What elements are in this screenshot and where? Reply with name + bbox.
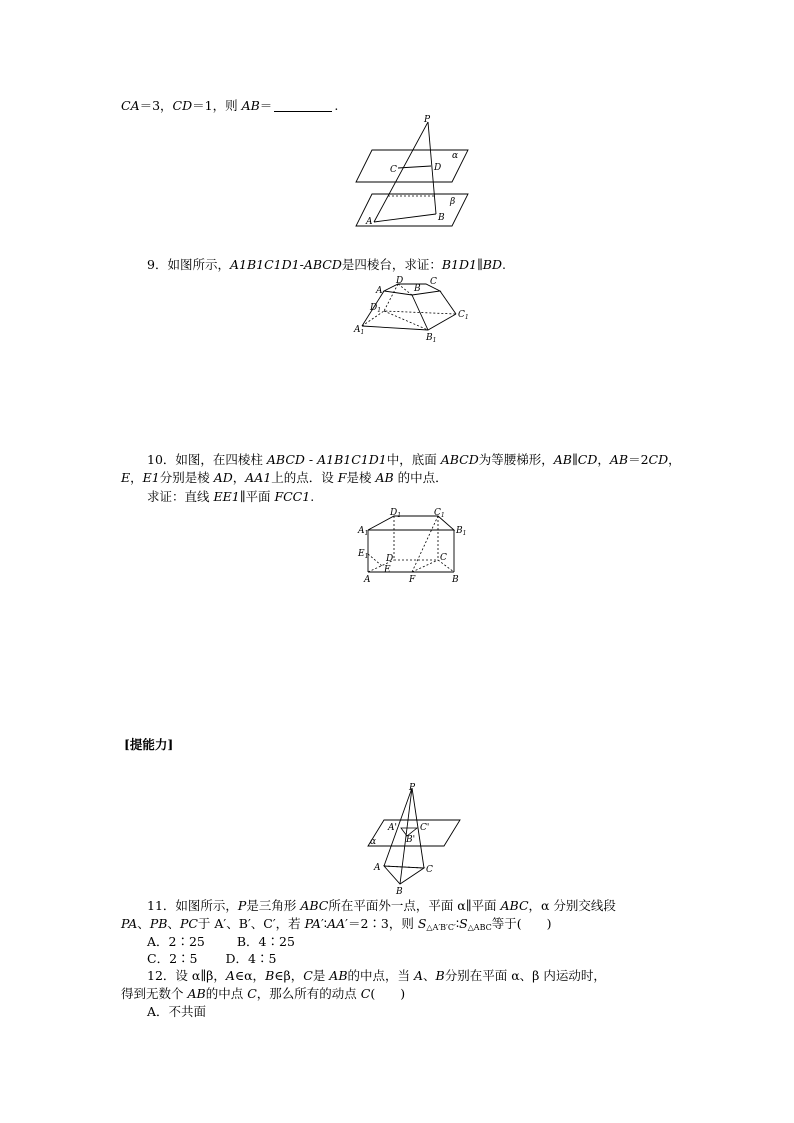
q8-label-c: C	[390, 165, 397, 175]
q11-label-alpha: α	[370, 837, 377, 847]
q9-label-c1: $C_1$	[458, 310, 469, 321]
q9-label-d: D	[396, 276, 404, 286]
q8-figure	[352, 112, 472, 232]
q9-bottom-hidden	[362, 311, 456, 326]
q12-n: 得到无数个	[121, 986, 188, 1001]
q10-v4: FCC1	[274, 489, 311, 504]
q11-options-row1	[147, 934, 295, 950]
q9-dash: -	[299, 257, 304, 272]
q8-ca: CA	[121, 98, 140, 113]
q10-u3: E1	[142, 470, 160, 485]
q12-k: 、	[423, 968, 436, 983]
q10-t3: -	[304, 452, 318, 467]
q9-edge-dd1	[384, 284, 398, 311]
q10-t10: CD	[577, 452, 598, 467]
q12-i: 的中点，当	[347, 968, 414, 983]
q8-edge-ab	[374, 214, 436, 222]
q9-label-b: B	[414, 284, 421, 294]
q10-label-c1: $C_1$	[434, 508, 445, 519]
q11-option-b[interactable]: B．4∶25	[236, 934, 295, 949]
q10-u5: AD	[213, 470, 233, 485]
q11-e: 所在平面外一点，平面 α∥平面	[328, 898, 501, 913]
q11-label-a: A	[374, 863, 381, 873]
q8-cd: CD	[172, 98, 193, 113]
q12-line1	[147, 968, 606, 984]
q12-e: ∈β，	[274, 968, 304, 983]
q11-i: 、	[137, 916, 150, 931]
q12-b: A	[225, 968, 235, 983]
q10-label-a1: $A_1$	[358, 526, 369, 537]
q9-label-b1: $B_1$	[426, 333, 437, 344]
q11-option-c[interactable]: C．2∶5	[147, 951, 198, 966]
q12-g: 是	[312, 968, 330, 983]
q8-edge-pa	[374, 122, 428, 222]
q11-label-b: B	[396, 887, 403, 896]
q11-v: △ABC	[467, 923, 492, 932]
q8-label-beta: β	[450, 197, 456, 207]
q8-label-p: P	[424, 115, 431, 125]
q11-m: 于 A′、B′、C′，若	[197, 916, 305, 931]
q11-f: ABC	[500, 898, 529, 913]
q11-j: PB	[149, 916, 168, 931]
q11-label-c: C	[426, 865, 433, 875]
q8-tail-line	[121, 98, 338, 114]
q10-t1: 10．如图，在四棱柱	[147, 452, 267, 467]
q11-label-p: P	[409, 783, 416, 793]
q10-u12: 的中点．	[393, 470, 448, 485]
q10-t11: ，	[597, 452, 610, 467]
q9-num: 9．如图所示，	[147, 257, 230, 272]
q10-v3: ∥平面	[239, 489, 275, 504]
q9-b1d1-diag	[384, 311, 428, 330]
q12-line2	[121, 986, 405, 1002]
q12-option-a[interactable]: A．不共面	[147, 1004, 207, 1019]
q11-u: S	[459, 916, 468, 931]
q10-edge-ee1	[368, 554, 382, 566]
q12-o: AB	[187, 986, 206, 1001]
q10-figure	[354, 506, 474, 586]
q9-label-d1: $D_1$	[370, 303, 382, 314]
q12-s: C	[360, 986, 371, 1001]
q11-b: P	[237, 898, 247, 913]
q11-label-c-prime: C'	[420, 823, 430, 833]
q10-t5: 中，底面	[386, 452, 441, 467]
q11-o: ′∶	[320, 916, 328, 931]
section-title: [提能力]	[124, 737, 174, 752]
q10-u6: ，	[232, 470, 246, 485]
q12-l: B	[435, 968, 445, 983]
q11-r: S	[417, 916, 427, 931]
q12-a: 12．设 α∥β，	[147, 968, 226, 983]
q12-f: C	[303, 968, 313, 983]
q8-eq3: ＝	[259, 98, 273, 113]
q10-line3	[147, 489, 314, 505]
q10-v1: 求证：直线	[147, 489, 214, 504]
q9-label-a1: $A_1$	[354, 325, 365, 336]
q10-t4: A1B1C1D1	[317, 452, 387, 467]
q12-m: 分别在平面 α、β 内运动时，	[444, 968, 606, 983]
q10-t9: ∥	[571, 452, 578, 467]
q10-v5: .	[310, 489, 315, 504]
q11-label-b-prime: B'	[406, 835, 416, 845]
q10-label-c: C	[440, 553, 447, 563]
q12-p: 的中点	[205, 986, 248, 1001]
q9-claim1: B1D1	[441, 257, 477, 272]
q10-u10: 是棱	[346, 470, 376, 485]
q9-line	[147, 257, 506, 273]
q11-a: 11．如图所示，	[147, 898, 238, 913]
q10-label-d: D	[386, 554, 394, 564]
q8-label-d: D	[434, 163, 442, 173]
q10-t15: ，	[668, 452, 681, 467]
q10-u11: AB	[375, 470, 394, 485]
q10-t6: ABCD	[440, 452, 479, 467]
q11-l: PC	[179, 916, 198, 931]
q11-n: PA	[304, 916, 321, 931]
q10-u2: ，	[130, 470, 143, 485]
q9-label-c: C	[430, 277, 437, 287]
q11-g: ，α 分别交线段	[528, 898, 616, 913]
q10-label-a: A	[364, 575, 371, 585]
q11-h: PA	[121, 916, 138, 931]
q11-line2	[121, 916, 552, 936]
q9-figure	[352, 274, 472, 344]
q11-q: ′＝2∶3，则	[345, 916, 418, 931]
q8-eq1: ＝3，	[139, 98, 173, 113]
q10-edge-fc	[412, 560, 438, 572]
q11-label-a-prime: A'	[388, 823, 397, 833]
q10-label-b1: $B_1$	[456, 526, 467, 537]
q8-label-alpha: α	[452, 151, 459, 161]
q10-label-e: E	[384, 565, 391, 575]
q9-base: ABCD	[303, 257, 342, 272]
q10-t7: 为等腰梯形，	[478, 452, 554, 467]
q10-line2	[121, 470, 448, 486]
q10-t8: AB	[553, 452, 572, 467]
q12-d: B	[265, 968, 275, 983]
q9-label-a: A	[376, 286, 383, 296]
q10-u8: 上的点．设	[271, 470, 338, 485]
q10-t2: ABCD	[266, 452, 305, 467]
q9-end: .	[502, 257, 506, 272]
q11-options-row2	[147, 951, 276, 967]
q12-h: AB	[329, 968, 348, 983]
q10-label-b: B	[452, 575, 459, 585]
q11-t: ∶	[455, 916, 460, 931]
q9-par: ∥	[477, 257, 483, 272]
q10-label-e1: $E_1$	[358, 549, 369, 560]
q10-t12: AB	[609, 452, 629, 467]
q11-line1	[147, 898, 616, 914]
q8-answer-blank	[274, 100, 332, 112]
q11-triangle-abc	[384, 866, 424, 884]
q8-label-b: B	[438, 213, 445, 223]
q9-edge-cc1	[440, 291, 456, 314]
q8-label-a: A	[366, 217, 373, 227]
q9-mid: 是四棱台，求证：	[341, 257, 442, 272]
q11-s: △A′B′C′	[426, 923, 456, 932]
q10-u9: F	[337, 470, 347, 485]
q8-edge-cd	[398, 166, 431, 168]
q10-u1: E	[121, 470, 131, 485]
q12-q: C	[247, 986, 257, 1001]
q8-ab: AB	[241, 98, 260, 113]
q10-label-d1: $D_1$	[390, 508, 402, 519]
q10-u4: 分别是棱	[159, 470, 214, 485]
q9-claim2: BD	[482, 257, 502, 272]
q10-label-f: F	[409, 575, 416, 585]
q11-p: AA	[327, 916, 346, 931]
q12-c: ∈α，	[234, 968, 266, 983]
q10-t14: CD	[648, 452, 669, 467]
q10-u7: AA1	[245, 470, 272, 485]
q12-j: A	[414, 968, 424, 983]
q11-w: 等于( )	[491, 916, 552, 931]
q10-edge-fc1	[412, 516, 438, 572]
q10-t13: ＝2	[628, 452, 649, 467]
q8-eq2: ＝1，则	[192, 98, 242, 113]
q11-option-a[interactable]: A．2∶25	[147, 934, 205, 949]
q10-line1	[147, 452, 681, 468]
q11-figure	[364, 780, 464, 896]
q12-t: ( )	[370, 986, 406, 1001]
q11-d: ABC	[300, 898, 329, 913]
q12-r: ，那么所有的动点	[256, 986, 361, 1001]
q11-option-d[interactable]: D．4∶5	[225, 951, 277, 966]
q11-c: 是三角形	[246, 898, 301, 913]
q8-end: .	[334, 98, 339, 113]
q11-k: 、	[167, 916, 180, 931]
q9-name: A1B1C1D1	[229, 257, 300, 272]
q10-v2: EE1	[213, 489, 240, 504]
